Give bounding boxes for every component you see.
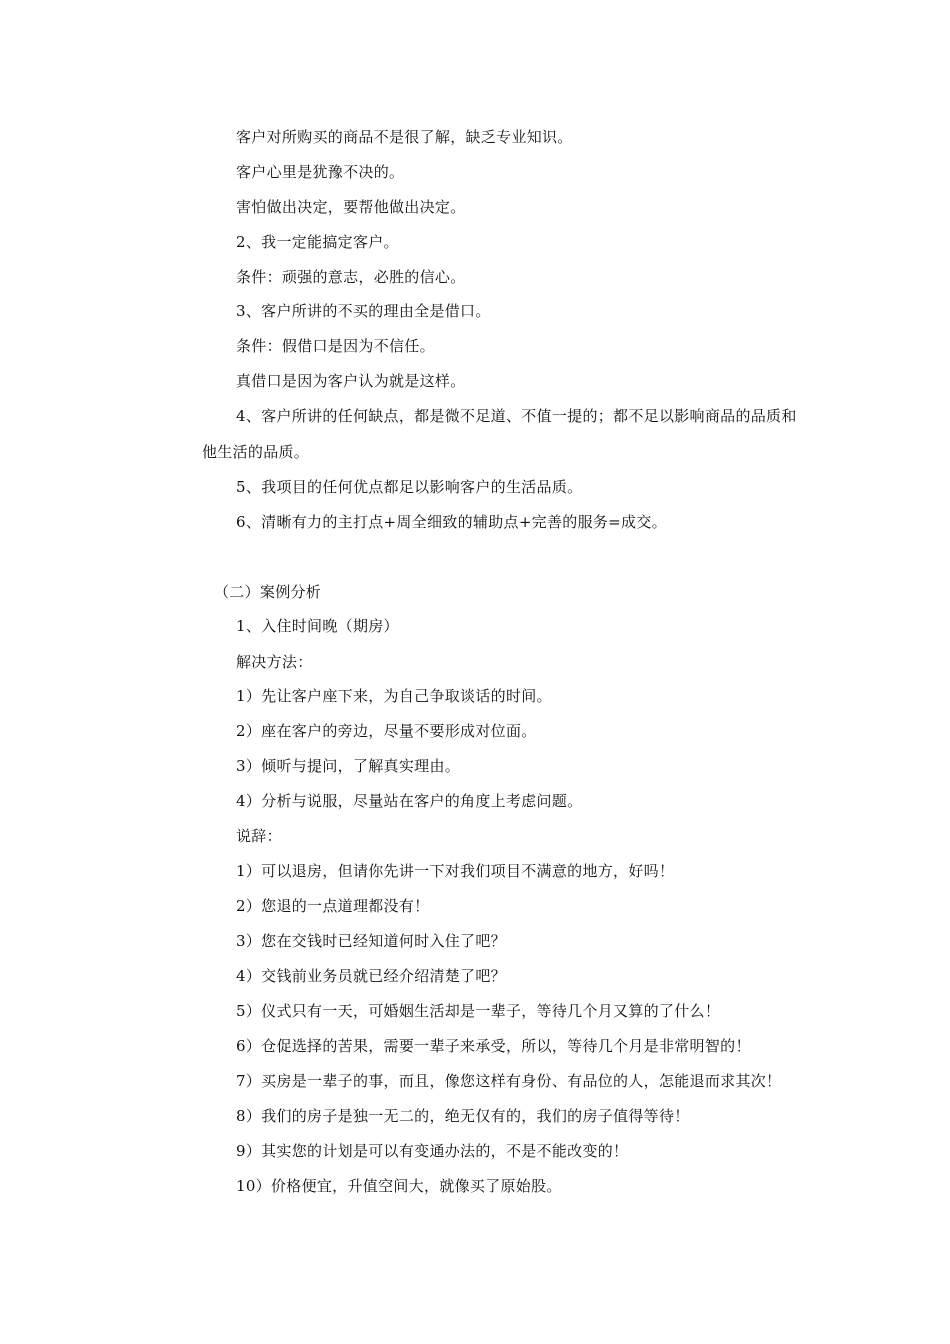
paragraph-line: 客户心里是犹豫不决的。 — [236, 163, 405, 181]
numbered-item: 5、我项目的任何优点都足以影响客户的生活品质。 — [236, 478, 583, 496]
list-item: 9）其实您的计划是可以有变通办法的，不是不能改变的！ — [236, 1142, 629, 1160]
paragraph-line: 条件：顽强的意志，必胜的信心。 — [236, 268, 466, 286]
list-item: 3）倾听与提问，了解真实理由。 — [236, 757, 461, 775]
paragraph-line: 解决方法： — [236, 653, 313, 671]
list-item: 8）我们的房子是独一无二的，绝无仅有的，我们的房子值得等待！ — [236, 1107, 690, 1125]
numbered-item: 3、客户所讲的不买的理由全是借口。 — [236, 302, 491, 320]
list-item: 2）座在客户的旁边，尽量不要形成对位面。 — [236, 722, 537, 740]
list-item: 2）您退的一点道理都没有！ — [236, 897, 430, 915]
numbered-item: 4、客户所讲的任何缺点，都是微不足道、不值一提的；都不足以影响商品的品质和 — [236, 407, 797, 425]
paragraph-line: 说辞： — [236, 827, 282, 845]
list-item: 4）交钱前业务员就已经介绍清楚了吧？ — [236, 967, 506, 985]
paragraph-continuation: 他生活的品质。 — [202, 443, 310, 461]
list-item: 1）可以退房，但请你先讲一下对我们项目不满意的地方，好吗！ — [236, 862, 675, 880]
numbered-item: 1、入住时间晚（期房） — [236, 617, 399, 635]
list-item: 1）先让客户座下来，为自己争取谈话的时间。 — [236, 687, 552, 705]
paragraph-line: 条件：假借口是因为不信任。 — [236, 337, 435, 355]
numbered-item: 6、清晰有力的主打点+周全细致的辅助点+完善的服务=成交。 — [236, 513, 667, 531]
list-item: 4）分析与说服，尽量站在客户的角度上考虑问题。 — [236, 792, 583, 810]
paragraph-line: 客户对所购买的商品不是很了解，缺乏专业知识。 — [236, 128, 573, 146]
numbered-item: 2、我一定能搞定客户。 — [236, 233, 399, 251]
list-item: 6）仓促选择的苦果，需要一辈子来承受，所以，等待几个月是非常明智的！ — [236, 1037, 751, 1055]
list-item: 7）买房是一辈子的事，而且，像您这样有身份、有品位的人，怎能退而求其次！ — [236, 1072, 782, 1090]
paragraph-line: 真借口是因为客户认为就是这样。 — [236, 372, 466, 390]
list-item: 3）您在交钱时已经知道何时入住了吧？ — [236, 932, 506, 950]
paragraph-line: 害怕做出决定，要帮他做出决定。 — [236, 198, 466, 216]
list-item: 10）价格便宜，升值空间大，就像买了原始股。 — [236, 1177, 562, 1195]
section-heading: （二）案例分析 — [214, 583, 322, 601]
list-item: 5）仪式只有一天，可婚姻生活却是一辈子，等待几个月又算的了什么！ — [236, 1002, 721, 1020]
